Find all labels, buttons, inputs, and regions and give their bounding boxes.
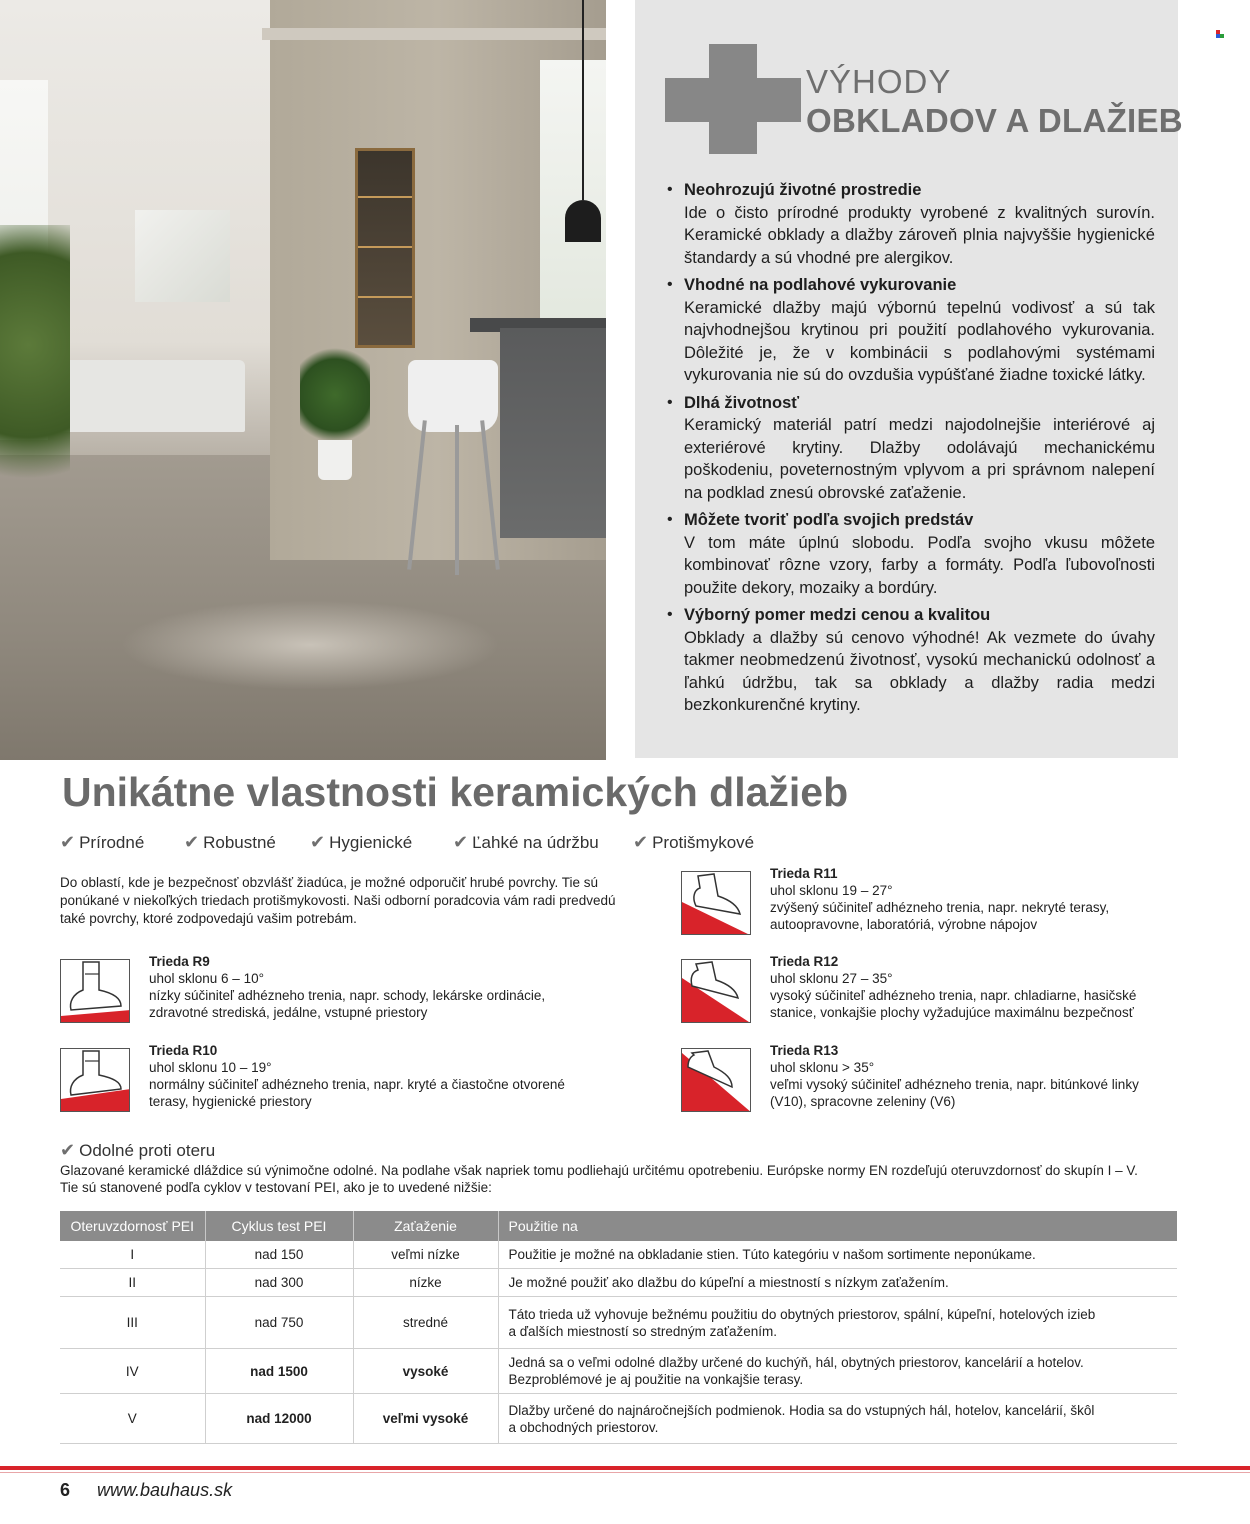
slip-class-angle: uhol sklonu 19 – 27° bbox=[770, 883, 893, 898]
slip-class-angle: uhol sklonu 27 – 35° bbox=[770, 971, 893, 986]
load-cell: veľmi nízke bbox=[353, 1241, 498, 1269]
page-number: 6 bbox=[60, 1480, 71, 1500]
check-item: ✔ Protišmykové bbox=[633, 832, 755, 852]
benefit-item bbox=[665, 179, 1155, 269]
check-icon: ✔ bbox=[453, 832, 469, 852]
bullet-icon: • bbox=[667, 393, 673, 411]
page-title: Unikátne vlastnosti keramických dlažieb bbox=[62, 769, 849, 815]
slip-intro-text: Do oblastí, kde je bezpečnosť obzvlášť žiadúca, je možné odporučiť hrubé povrchy. Tie sú ponúkané v niekoľkých triedach protišmykovosti. Naši odborní poradcovia vám radi predvedú také povrchy, ktoré zodpovedajú vašim potrebám. bbox=[60, 875, 616, 926]
slip-class-desc: vysoký súčiniteľ adhézneho trenia, napr. chladiarne, hasičské bbox=[770, 988, 1137, 1003]
slip-class-desc: zdravotné strediská, jedálne, vstupné priestory bbox=[149, 1005, 428, 1020]
check-icon: ✔ bbox=[633, 832, 649, 852]
website-link[interactable]: www.bauhaus.sk bbox=[97, 1480, 233, 1500]
slip-class-angle: uhol sklonu 10 – 19° bbox=[149, 1060, 272, 1075]
benefit-item bbox=[665, 604, 1155, 717]
column-header: Zaťaženie bbox=[353, 1211, 498, 1241]
shoe-on-slope-icon bbox=[681, 959, 751, 1023]
benefit-text: Keramické dlažby majú výbornú tepelnú vodivosť a sú tak najvhodnejšou krytinou pri použití podlahového vykurovania. Dôležité je, že v kombinácii s podlahovými systémami vykurovania nie sú do ovzdušia vypúšťané žiadne toxické látky. bbox=[684, 298, 1155, 384]
footer-divider-thin bbox=[0, 1472, 1250, 1473]
pei-class-cell: IV bbox=[60, 1349, 205, 1394]
benefit-title: Dlhá životnosť bbox=[684, 393, 800, 412]
check-icon: ✔ bbox=[310, 832, 326, 852]
cycle-cell: nad 750 bbox=[205, 1297, 353, 1349]
cycle-cell: nad 300 bbox=[205, 1269, 353, 1297]
benefits-list bbox=[665, 179, 1155, 722]
use-cell: Jedná sa o veľmi odolné dlažby určené do kuchýň, hál, obytných priestorov, kancelárií a hotelov. Bezproblémové je aj použitie na vonkajšie terasy. bbox=[498, 1349, 1177, 1394]
slip-class-desc: veľmi vysoký súčiniteľ adhézneho trenia, napr. bitúnkové linky bbox=[770, 1077, 1139, 1092]
check-icon: ✔ bbox=[60, 832, 76, 852]
slip-class-desc: zvýšený súčiniteľ adhézneho trenia, napr. nekryté terasy, bbox=[770, 900, 1110, 915]
benefit-text: V tom máte úplnú slobodu. Podľa svojho vkusu môžete kombinovať rôzne vzory, farby a formáty. Podľa ľubovoľnosti použite dekory, mozaiky a bordúry. bbox=[684, 533, 1155, 597]
table-row bbox=[60, 1394, 1177, 1444]
use-cell: Použitie je možné na obkladanie stien. Túto kategóriu v našom sortimente neponúkame. bbox=[498, 1241, 1177, 1269]
check-icon: ✔ bbox=[60, 1140, 76, 1160]
footer-divider bbox=[0, 1466, 1250, 1470]
column-header: Oteruvzdornosť PEI bbox=[60, 1211, 205, 1241]
pei-table bbox=[60, 1211, 1177, 1444]
benefit-text: Ide o čisto prírodné produkty vyrobené z kvalitných surovín. Keramické obklady a dlažby zároveň plnia najvyššie hygienické štandardy a sú vhodné pre alergikov. bbox=[684, 203, 1155, 267]
slip-class-desc: terasy, hygienické priestory bbox=[149, 1094, 312, 1109]
pei-class-cell: I bbox=[60, 1241, 205, 1269]
slip-class-r9 bbox=[60, 953, 600, 1029]
benefit-text: Keramický materiál patrí medzi najodolnejšie interiérové aj exteriérové krytiny. Dlažby odolávajú mechanickému poškodeniu, poveternostným vplyvom a pri správnom nalepení na podklad znesú obrovské zaťaženie. bbox=[684, 416, 1155, 502]
load-cell: vysoké bbox=[353, 1349, 498, 1394]
slip-class-r11 bbox=[681, 865, 1221, 941]
check-item: ✔ Robustné bbox=[184, 832, 276, 852]
shoe-on-slope-icon bbox=[60, 1048, 130, 1112]
benefit-text: Obklady a dlažby sú cenovo výhodné! Ak vezmete do úvahy takmer neobmedzenú životnosť, vysokú mechanickú odolnosť a ľahkú údržbu, tak sa obklady a dlažby radia medzi bezkonkurenčné krytiny. bbox=[684, 628, 1155, 714]
benefit-title: Neohrozujú životné prostredie bbox=[684, 181, 922, 199]
benefit-item bbox=[665, 509, 1155, 599]
bullet-icon: • bbox=[667, 181, 673, 198]
hero-photo bbox=[0, 0, 606, 760]
slip-class-desc: autoopravovne, laboratóriá, výrobne nápojov bbox=[770, 917, 1038, 932]
benefits-heading-line1: VÝHODY bbox=[806, 63, 952, 100]
check-item: ✔ Hygienické bbox=[310, 832, 413, 852]
load-cell: veľmi vysoké bbox=[353, 1394, 498, 1444]
slip-class-desc: normálny súčiniteľ adhézneho trenia, napr. kryté a čiastočne otvorené bbox=[149, 1077, 565, 1092]
slip-class-desc: stanice, vonkajšie plochy vyžadujúce maximálnu bezpečnosť bbox=[770, 1005, 1134, 1020]
slip-class-name: Trieda R11 bbox=[770, 866, 838, 881]
cycle-cell: nad 150 bbox=[205, 1241, 353, 1269]
slip-class-name: Trieda R13 bbox=[770, 1043, 839, 1058]
slip-class-name: Trieda R9 bbox=[149, 954, 210, 969]
benefit-title: Môžete tvoriť podľa svojich predstáv bbox=[684, 511, 974, 529]
slip-class-name: Trieda R12 bbox=[770, 954, 839, 969]
plus-icon-bar bbox=[665, 78, 801, 122]
benefit-item bbox=[665, 392, 1155, 505]
table-row bbox=[60, 1297, 1177, 1349]
use-cell: Je možné použiť ako dlažbu do kúpeľní a miestností s nízkym zaťažením. bbox=[498, 1269, 1177, 1297]
check-icon: ✔ bbox=[184, 832, 200, 852]
table-row bbox=[60, 1241, 1177, 1269]
cycle-cell: nad 12000 bbox=[205, 1394, 353, 1444]
property-checks bbox=[60, 831, 1160, 855]
pei-class-cell: II bbox=[60, 1269, 205, 1297]
slip-class-r13 bbox=[681, 1042, 1221, 1118]
use-cell: Dlažby určené do najnáročnejších podmienok. Hodia sa do vstupných hál, hotelov, kancelárií, škôl a obchodných priestorov. bbox=[498, 1394, 1177, 1444]
check-item: ✔ Prírodné bbox=[60, 832, 145, 852]
benefits-heading-line2: OBKLADOV A DLAŽIEB bbox=[806, 102, 1183, 139]
shoe-on-slope-icon bbox=[60, 959, 130, 1023]
pei-class-cell: III bbox=[60, 1297, 205, 1349]
slip-class-name: Trieda R10 bbox=[149, 1043, 218, 1058]
benefit-title: Vhodné na podlahové vykurovanie bbox=[684, 276, 957, 294]
slip-class-r12 bbox=[681, 953, 1221, 1029]
use-cell: Táto trieda už vyhovuje bežnému použitiu do obytných priestorov, spální, kúpeľní, hotelových izieb a ďalších miestností so stredným zaťažením. bbox=[498, 1297, 1177, 1349]
slip-class-r10 bbox=[60, 1042, 600, 1118]
load-cell: stredné bbox=[353, 1297, 498, 1349]
bullet-icon: • bbox=[667, 276, 673, 293]
load-cell: nízke bbox=[353, 1269, 498, 1297]
column-header: Cyklus test PEI bbox=[205, 1211, 353, 1241]
flag-mark-icon bbox=[1216, 30, 1226, 38]
abrasion-text: Glazované keramické dláždice sú výnimočne odolné. Na podlahe však napriek tomu podliehajú určitému opotrebeniu. Európske normy EN rozdeľujú oteruvzdornosť do skupín I – V. Tie sú stanovené podľa cyklov v testovaní PEI, ako je to uvedené nižšie: bbox=[60, 1163, 1138, 1195]
table-row bbox=[60, 1349, 1177, 1394]
shoe-on-slope-icon bbox=[681, 1048, 751, 1112]
cycle-cell: nad 1500 bbox=[205, 1349, 353, 1394]
shoe-on-slope-icon bbox=[681, 871, 751, 935]
table-row bbox=[60, 1269, 1177, 1297]
table-header-row bbox=[60, 1211, 1177, 1241]
pei-class-cell: V bbox=[60, 1394, 205, 1444]
slip-class-angle: uhol sklonu > 35° bbox=[770, 1060, 875, 1075]
benefit-item bbox=[665, 274, 1155, 387]
abrasion-heading: ✔ Odolné proti oteru bbox=[60, 1140, 216, 1160]
column-header: Použitie na bbox=[498, 1211, 1177, 1241]
slip-class-desc: (V10), spracovne zeleniny (V6) bbox=[770, 1094, 956, 1109]
slip-class-desc: nízky súčiniteľ adhézneho trenia, napr. schody, lekárske ordinácie, bbox=[149, 988, 546, 1003]
benefit-title: Výborný pomer medzi cenou a kvalitou bbox=[684, 606, 991, 624]
check-item: ✔ Ľahké na údržbu bbox=[453, 832, 599, 852]
bullet-icon: • bbox=[667, 511, 673, 528]
slip-class-angle: uhol sklonu 6 – 10° bbox=[149, 971, 264, 986]
bullet-icon: • bbox=[667, 606, 673, 623]
